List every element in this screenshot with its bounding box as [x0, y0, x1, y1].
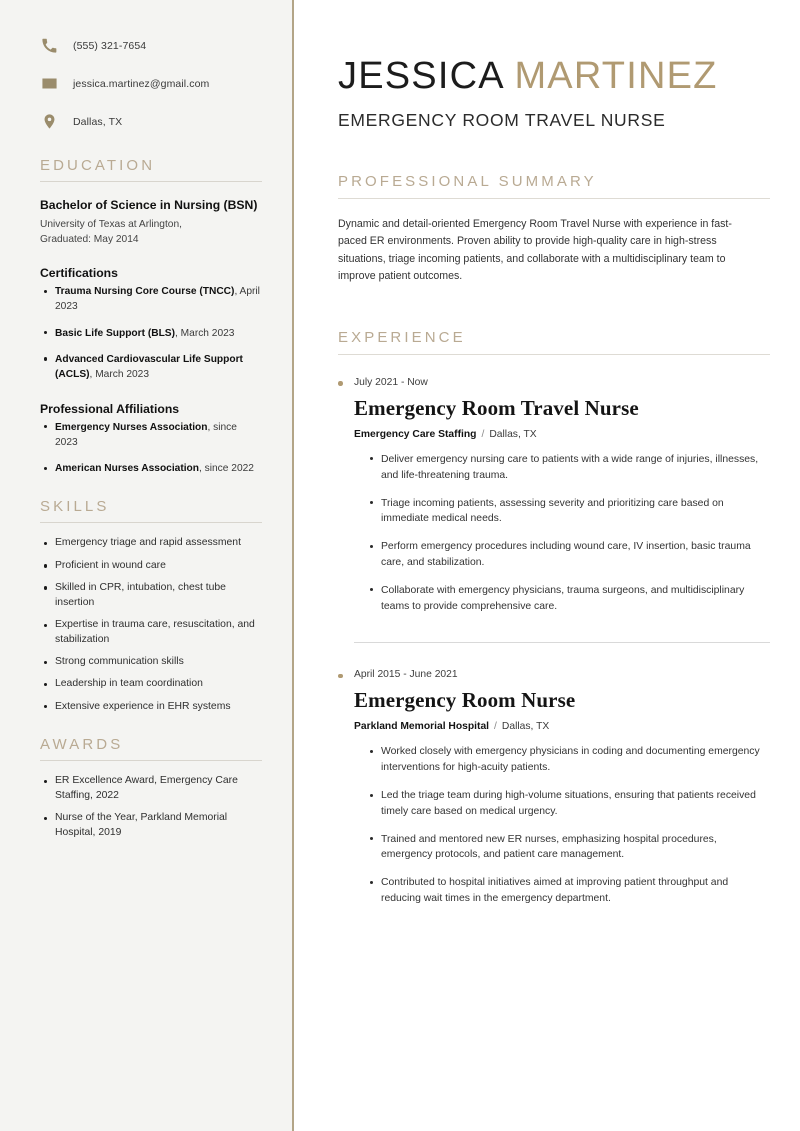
- job-bullets: [338, 744, 770, 907]
- list-item: Contributed to hospital initiatives aimed at improving patient throughput and reducing wait times in the emergency department.: [370, 875, 766, 907]
- job-date: July 2021 - Now: [338, 377, 770, 388]
- phone-icon: [40, 36, 59, 55]
- contact-email: [40, 74, 262, 93]
- education-heading: EDUCATION: [40, 157, 262, 182]
- affiliations-heading: Professional Affiliations: [40, 401, 180, 416]
- list-item: Emergency triage and rapid assessment: [40, 536, 262, 551]
- list-item: Expertise in trauma care, resuscitation, and stabilization: [40, 618, 262, 648]
- list-item: [40, 461, 262, 476]
- affiliations-list: [40, 420, 262, 477]
- job-location: Dallas, TX: [489, 428, 537, 440]
- job-location: Dallas, TX: [501, 721, 550, 733]
- affiliation-name: Emergency Nurses Association: [55, 421, 208, 433]
- graduation-date: Graduated: May 2014: [40, 233, 139, 245]
- location-value: Dallas, TX: [73, 115, 123, 128]
- job-role: Emergency Room Nurse: [354, 688, 576, 713]
- certification-name: Advanced Cardiovascular Life Support (ACLS): [55, 353, 243, 381]
- affiliation-date: , since 2022: [199, 463, 254, 475]
- list-item: Nurse of the Year, Parkland Memorial Hospital, 2019: [40, 811, 262, 841]
- experience-entry: [338, 377, 770, 615]
- list-item: [40, 326, 262, 341]
- main-content: [294, 0, 800, 1131]
- skills-list: [40, 536, 262, 714]
- separator: /: [494, 721, 497, 733]
- experience-heading: EXPERIENCE: [338, 329, 770, 355]
- company-name: Parkland Memorial Hospital: [354, 721, 490, 733]
- list-item: Collaborate with emergency physicians, trauma surgeons, and multidisciplinary teams to provide comprehensive care.: [370, 583, 766, 615]
- email-value: jessica.martinez@gmail.com: [73, 77, 210, 90]
- list-item: Perform emergency procedures including wound care, IV insertion, basic trauma care, and stabilization.: [370, 539, 766, 571]
- awards-list: [40, 774, 262, 841]
- certification-name: Basic Life Support (BLS): [55, 327, 175, 339]
- job-company-line: [354, 721, 770, 732]
- experience-entry: [338, 669, 770, 907]
- list-item: Worked closely with emergency physicians in coding and documenting emergency interventions for high-acuity patients.: [370, 744, 766, 776]
- list-item: Proficient in wound care: [40, 559, 262, 574]
- affiliation-date: , since 2023: [55, 421, 237, 448]
- awards-heading: AWARDS: [40, 736, 262, 761]
- affiliation-name: American Nurses Association: [55, 463, 199, 475]
- certifications-list: [40, 284, 262, 382]
- certification-date: , April 2023: [55, 286, 260, 313]
- contact-location: [40, 112, 262, 131]
- list-item: Led the triage team during high-volume situations, ensuring that patients received timely care based on medical urgency.: [370, 788, 766, 820]
- degree-name: Bachelor of Science in Nursing (BSN): [40, 198, 258, 212]
- phone-value: (555) 321-7654: [73, 39, 147, 52]
- summary-heading: PROFESSIONAL SUMMARY: [338, 173, 770, 199]
- list-item: Trained and mentored new ER nurses, emphasizing hospital procedures, emergency protocols, and patient care management.: [370, 832, 766, 864]
- list-item: Triage incoming patients, assessing severity and prioritizing care based on immediate medical needs.: [370, 496, 766, 528]
- list-item: Skilled in CPR, intubation, chest tube insertion: [40, 581, 262, 611]
- certifications-heading: Certifications: [40, 266, 118, 281]
- location-pin-icon: [40, 112, 59, 131]
- job-date: April 2015 - June 2021: [338, 669, 770, 680]
- job-bullets: [338, 452, 770, 615]
- school-name: University of Texas at Arlington,: [40, 219, 182, 231]
- skills-heading: SKILLS: [40, 498, 262, 523]
- envelope-icon: [40, 74, 59, 93]
- experience-divider: [354, 642, 770, 643]
- list-item: [40, 284, 262, 315]
- sidebar: [0, 0, 294, 1131]
- full-name: [338, 56, 770, 96]
- company-name: Emergency Care Staffing: [354, 428, 477, 440]
- list-item: Leadership in team coordination: [40, 677, 262, 692]
- list-item: Extensive experience in EHR systems: [40, 700, 262, 715]
- school-info: [40, 218, 262, 247]
- list-item: ER Excellence Award, Emergency Care Staffing, 2022: [40, 774, 262, 804]
- professional-headline: EMERGENCY ROOM TRAVEL NURSE: [338, 110, 666, 131]
- summary-text: Dynamic and detail-oriented Emergency Room Travel Nurse with experience in fast-paced ER environments. Proven ability to provide high-quality care in high-stress situations, triage incoming patients, and collaborate with a multidisciplinary team to improve patient outcomes.: [338, 218, 732, 282]
- last-name: MARTINEZ: [514, 55, 718, 97]
- certification-name: Trauma Nursing Core Course (TNCC): [55, 286, 235, 298]
- list-item: [40, 352, 262, 383]
- list-item: Strong communication skills: [40, 655, 262, 670]
- contact-phone: [40, 36, 262, 55]
- job-role: Emergency Room Travel Nurse: [354, 395, 639, 420]
- list-item: Deliver emergency nursing care to patients with a wide range of injuries, illnesses, and life-threatening trauma.: [370, 452, 766, 484]
- certification-date: , March 2023: [175, 327, 235, 339]
- separator: /: [481, 428, 485, 440]
- certification-date: , March 2023: [89, 369, 149, 381]
- education-entry: [40, 197, 262, 247]
- job-company-line: [354, 429, 770, 440]
- first-name: JESSICA: [338, 55, 503, 97]
- list-item: [40, 420, 262, 451]
